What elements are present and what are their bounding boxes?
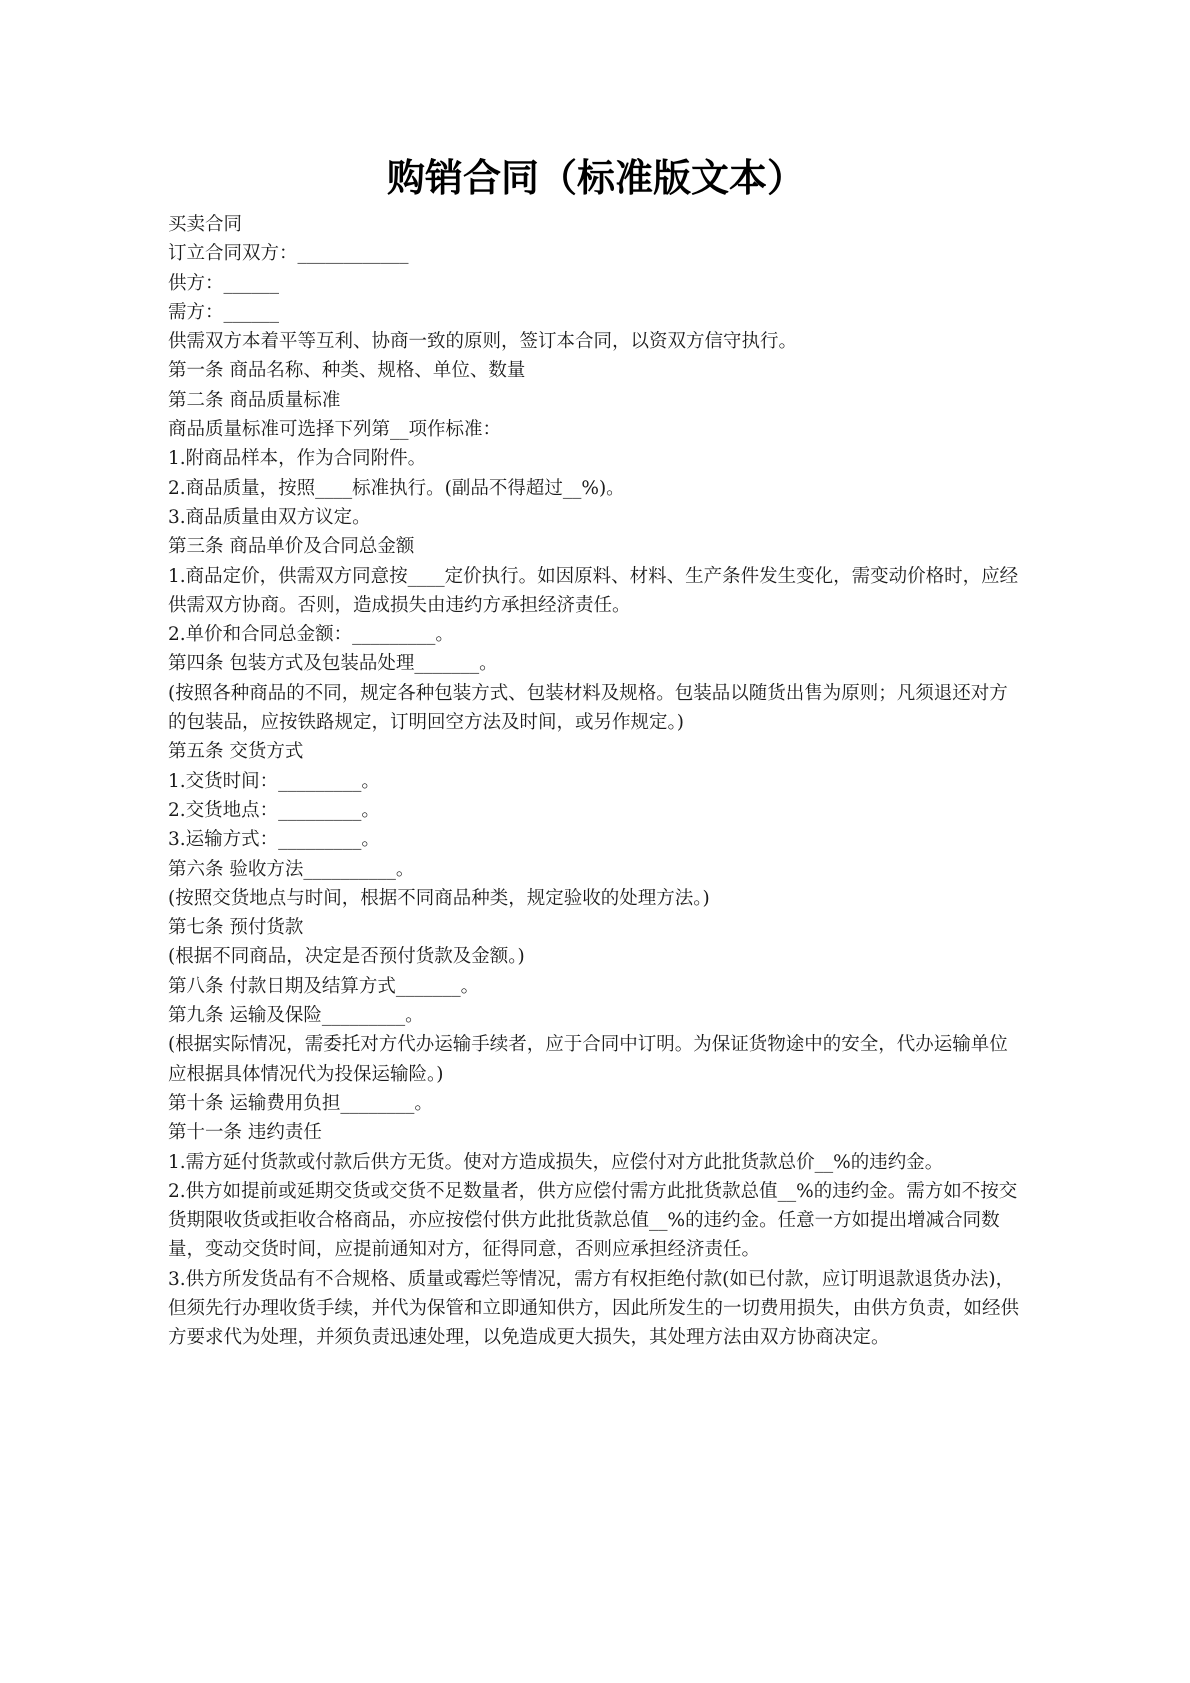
list-item: 1.附商品样本，作为合同附件。 [168, 448, 427, 470]
paragraph: 商品质量标准可选择下列第__项作标准： [168, 419, 502, 441]
buyer-field: 需方：______ [168, 301, 280, 323]
article-5-heading: 第五条 交货方式 [168, 741, 304, 763]
parties-field: 订立合同双方：____________ [168, 243, 409, 265]
note-paragraph: (按照交货地点与时间，根据不同商品种类，规定验收的处理方法。) [168, 887, 710, 909]
list-item: 2.交货地点：_________。 [168, 799, 380, 821]
list-item: 1.需方延付货款或付款后供方无货。使对方造成损失，应偿付对方此批货款总价__%的违约金。 [168, 1151, 944, 1173]
list-item: 2.供方如提前或延期交货或交货不足数量者，供方应偿付需方此批货款总值__%的违约金。需方如不按交货期限收货或拒收合格商品，亦应按偿付供方此批货款总值__%的违约金。任意一方如提出增减合同数量，变动交货时间，应提前通知对方，征得同意，否则应承担经济责任。 [168, 1180, 1018, 1261]
article-10-heading: 第十条 运输费用负担________。 [168, 1092, 433, 1114]
article-3-heading: 第三条 商品单价及合同总金额 [168, 536, 415, 558]
list-item: 3.商品质量由双方议定。 [168, 506, 371, 528]
article-9-heading: 第九条 运输及保险_________。 [168, 1005, 424, 1027]
list-item: 3.运输方式：_________。 [168, 829, 380, 851]
document-page [168, 150, 1024, 1353]
note-paragraph: (根据实际情况，需委托对方代办运输手续者，应于合同中订明。为保证货物途中的安全，代办运输单位应根据具体情况代为投保运输险。) [168, 1034, 1008, 1085]
article-2-heading: 第二条 商品质量标准 [168, 389, 341, 411]
article-11-heading: 第十一条 违约责任 [168, 1122, 322, 1144]
article-1-heading: 第一条 商品名称、种类、规格、单位、数量 [168, 360, 526, 382]
list-item: 2.单价和合同总金额：_________。 [168, 624, 454, 646]
document-title: 购销合同（标准版文本） [386, 156, 805, 200]
note-paragraph: (按照各种商品的不同，规定各种包装方式、包装材料及规格。包装品以随货出售为原则；凡须退还对方的包装品，应按铁路规定，订明回空方法及时间，或另作规定。) [168, 682, 1008, 734]
list-item: 3.供方所发货品有不合规格、质量或霉烂等情况，需方有权拒绝付款(如已付款，应订明退款退货办法)，但须先行办理收货手续，并代为保管和立即通知供方，因此所发生的一切费用损失，由供方负责，如经供方要求代为处理，并须负责迅速处理，以免造成更大损失，其处理方法由双方协商决定。 [168, 1268, 1020, 1349]
list-item: 2.商品质量，按照____标准执行。(副品不得超过__%)。 [168, 477, 625, 499]
article-7-heading: 第七条 预付货款 [168, 917, 304, 939]
article-6-heading: 第六条 验收方法__________。 [168, 858, 415, 880]
article-8-heading: 第八条 付款日期及结算方式_______。 [168, 975, 480, 997]
list-item: 1.交货时间：_________。 [168, 770, 380, 792]
supplier-field: 供方：______ [168, 272, 280, 294]
preamble: 供需双方本着平等互利、协商一致的原则，签订本合同，以资双方信守执行。 [168, 331, 798, 353]
document-body [168, 210, 1024, 1353]
note-paragraph: (根据不同商品，决定是否预付货款及金额。) [168, 946, 525, 968]
list-item: 1.商品定价，供需双方同意按____定价执行。如因原料、材料、生产条件发生变化，需变动价格时，应经供需双方协商。否则，造成损失由违约方承担经济责任。 [168, 565, 1019, 616]
article-4-heading: 第四条 包装方式及包装品处理_______。 [168, 653, 498, 675]
subtitle: 买卖合同 [168, 214, 243, 235]
